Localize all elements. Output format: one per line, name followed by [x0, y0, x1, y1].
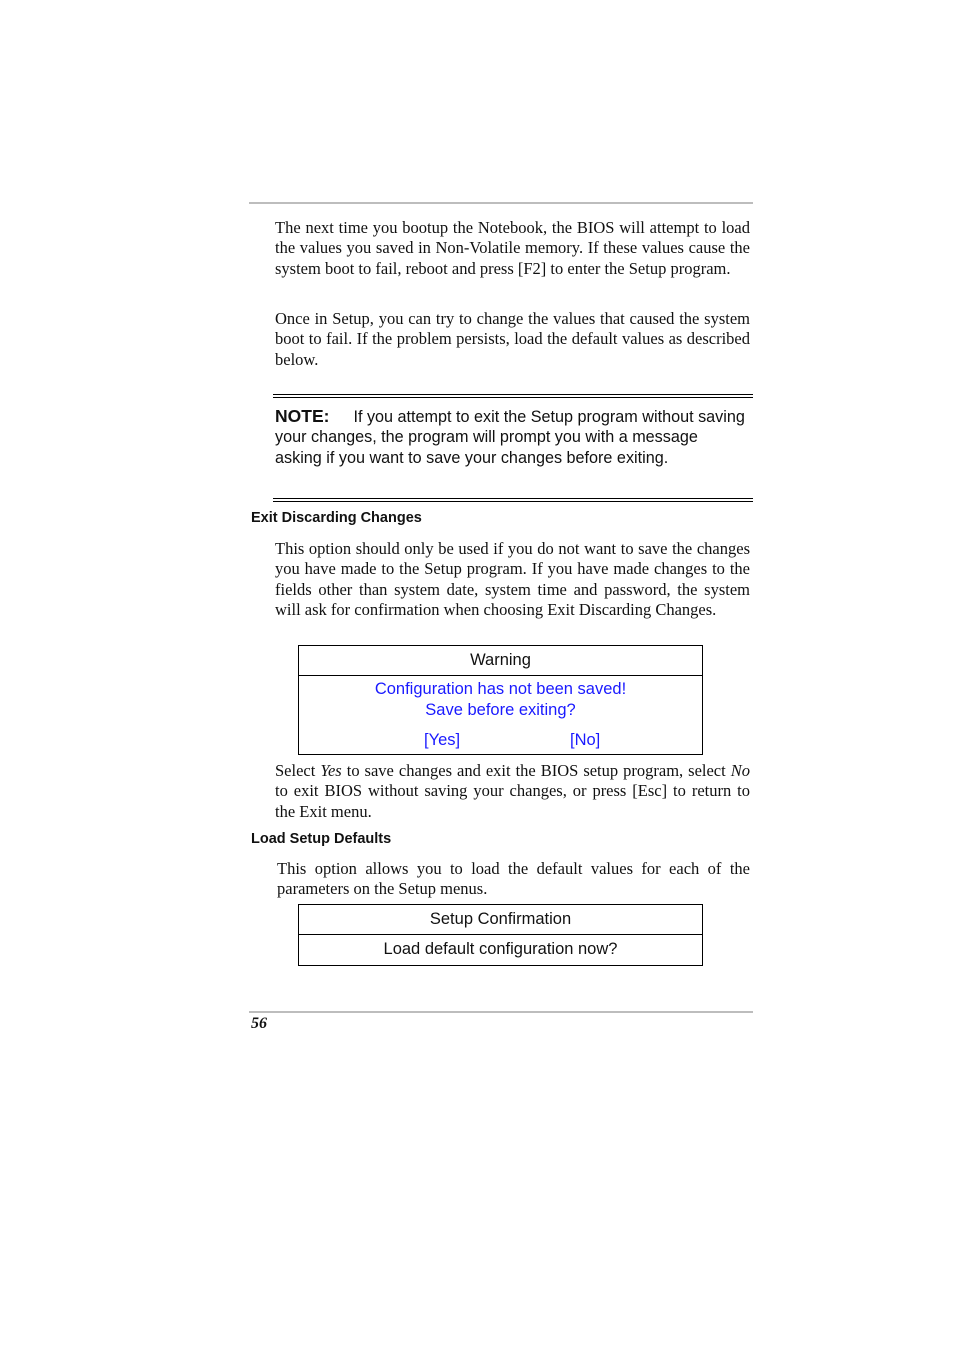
warning-message-line-1: Configuration has not been saved!	[374, 680, 627, 698]
section-heading-load-defaults: Load Setup Defaults	[251, 831, 392, 847]
setup-confirmation-message: Load default configuration now?	[383, 940, 618, 958]
exit-discarding-after-paragraph	[275, 761, 750, 822]
warning-button-row	[299, 730, 702, 754]
after-text-1: Select	[275, 761, 321, 780]
note-text-block	[275, 406, 749, 468]
intro-paragraph-2: Once in Setup, you can try to change the values that caused the system boot to fail. If the problem persists, load the default values as described below.	[275, 309, 750, 369]
warning-dialog-title: Warning	[299, 646, 702, 676]
setup-confirmation-title: Setup Confirmation	[299, 905, 702, 935]
warning-message-line-2: Save before exiting?	[425, 701, 576, 719]
after-text-2: to save changes and exit the BIOS setup program, select	[341, 761, 731, 780]
bottom-rule	[249, 1011, 753, 1013]
top-rule	[249, 202, 753, 204]
note-label: NOTE:	[275, 406, 330, 426]
page-number: 56	[251, 1015, 267, 1032]
after-text-no: No	[730, 761, 750, 780]
after-text-yes: Yes	[320, 761, 342, 780]
warning-dialog-body	[299, 676, 702, 754]
setup-confirmation-dialog	[298, 904, 703, 966]
no-button[interactable]: [No]	[570, 731, 601, 749]
intro-paragraph-1: The next time you bootup the Notebook, the BIOS will attempt to load the values you saved in Non-Volatile memory. If these values cause the system boot to fail, reboot and press [F2] to enter the Setup program.	[275, 218, 750, 278]
yes-button[interactable]: [Yes]	[424, 731, 461, 749]
warning-dialog	[298, 645, 703, 755]
after-text-3: to exit BIOS without saving your changes, or press [Esc] to return to the Exit menu.	[275, 781, 750, 821]
section-heading-exit-discarding: Exit Discarding Changes	[251, 510, 422, 526]
exit-discarding-paragraph: This option should only be used if you do not want to save the changes you have made to the Setup program. If you have made changes to the fields other than system date, system time and password, the system will ask for confirmation when choosing Exit Discarding Changes.	[275, 539, 750, 619]
note-body: If you attempt to exit the Setup program without saving your changes, the program will prompt you with a message asking if you want to save your changes before exiting.	[275, 408, 745, 467]
note-box	[273, 394, 753, 502]
load-defaults-paragraph: This option allows you to load the default values for each of the parameters on the Setup menus.	[277, 859, 750, 899]
